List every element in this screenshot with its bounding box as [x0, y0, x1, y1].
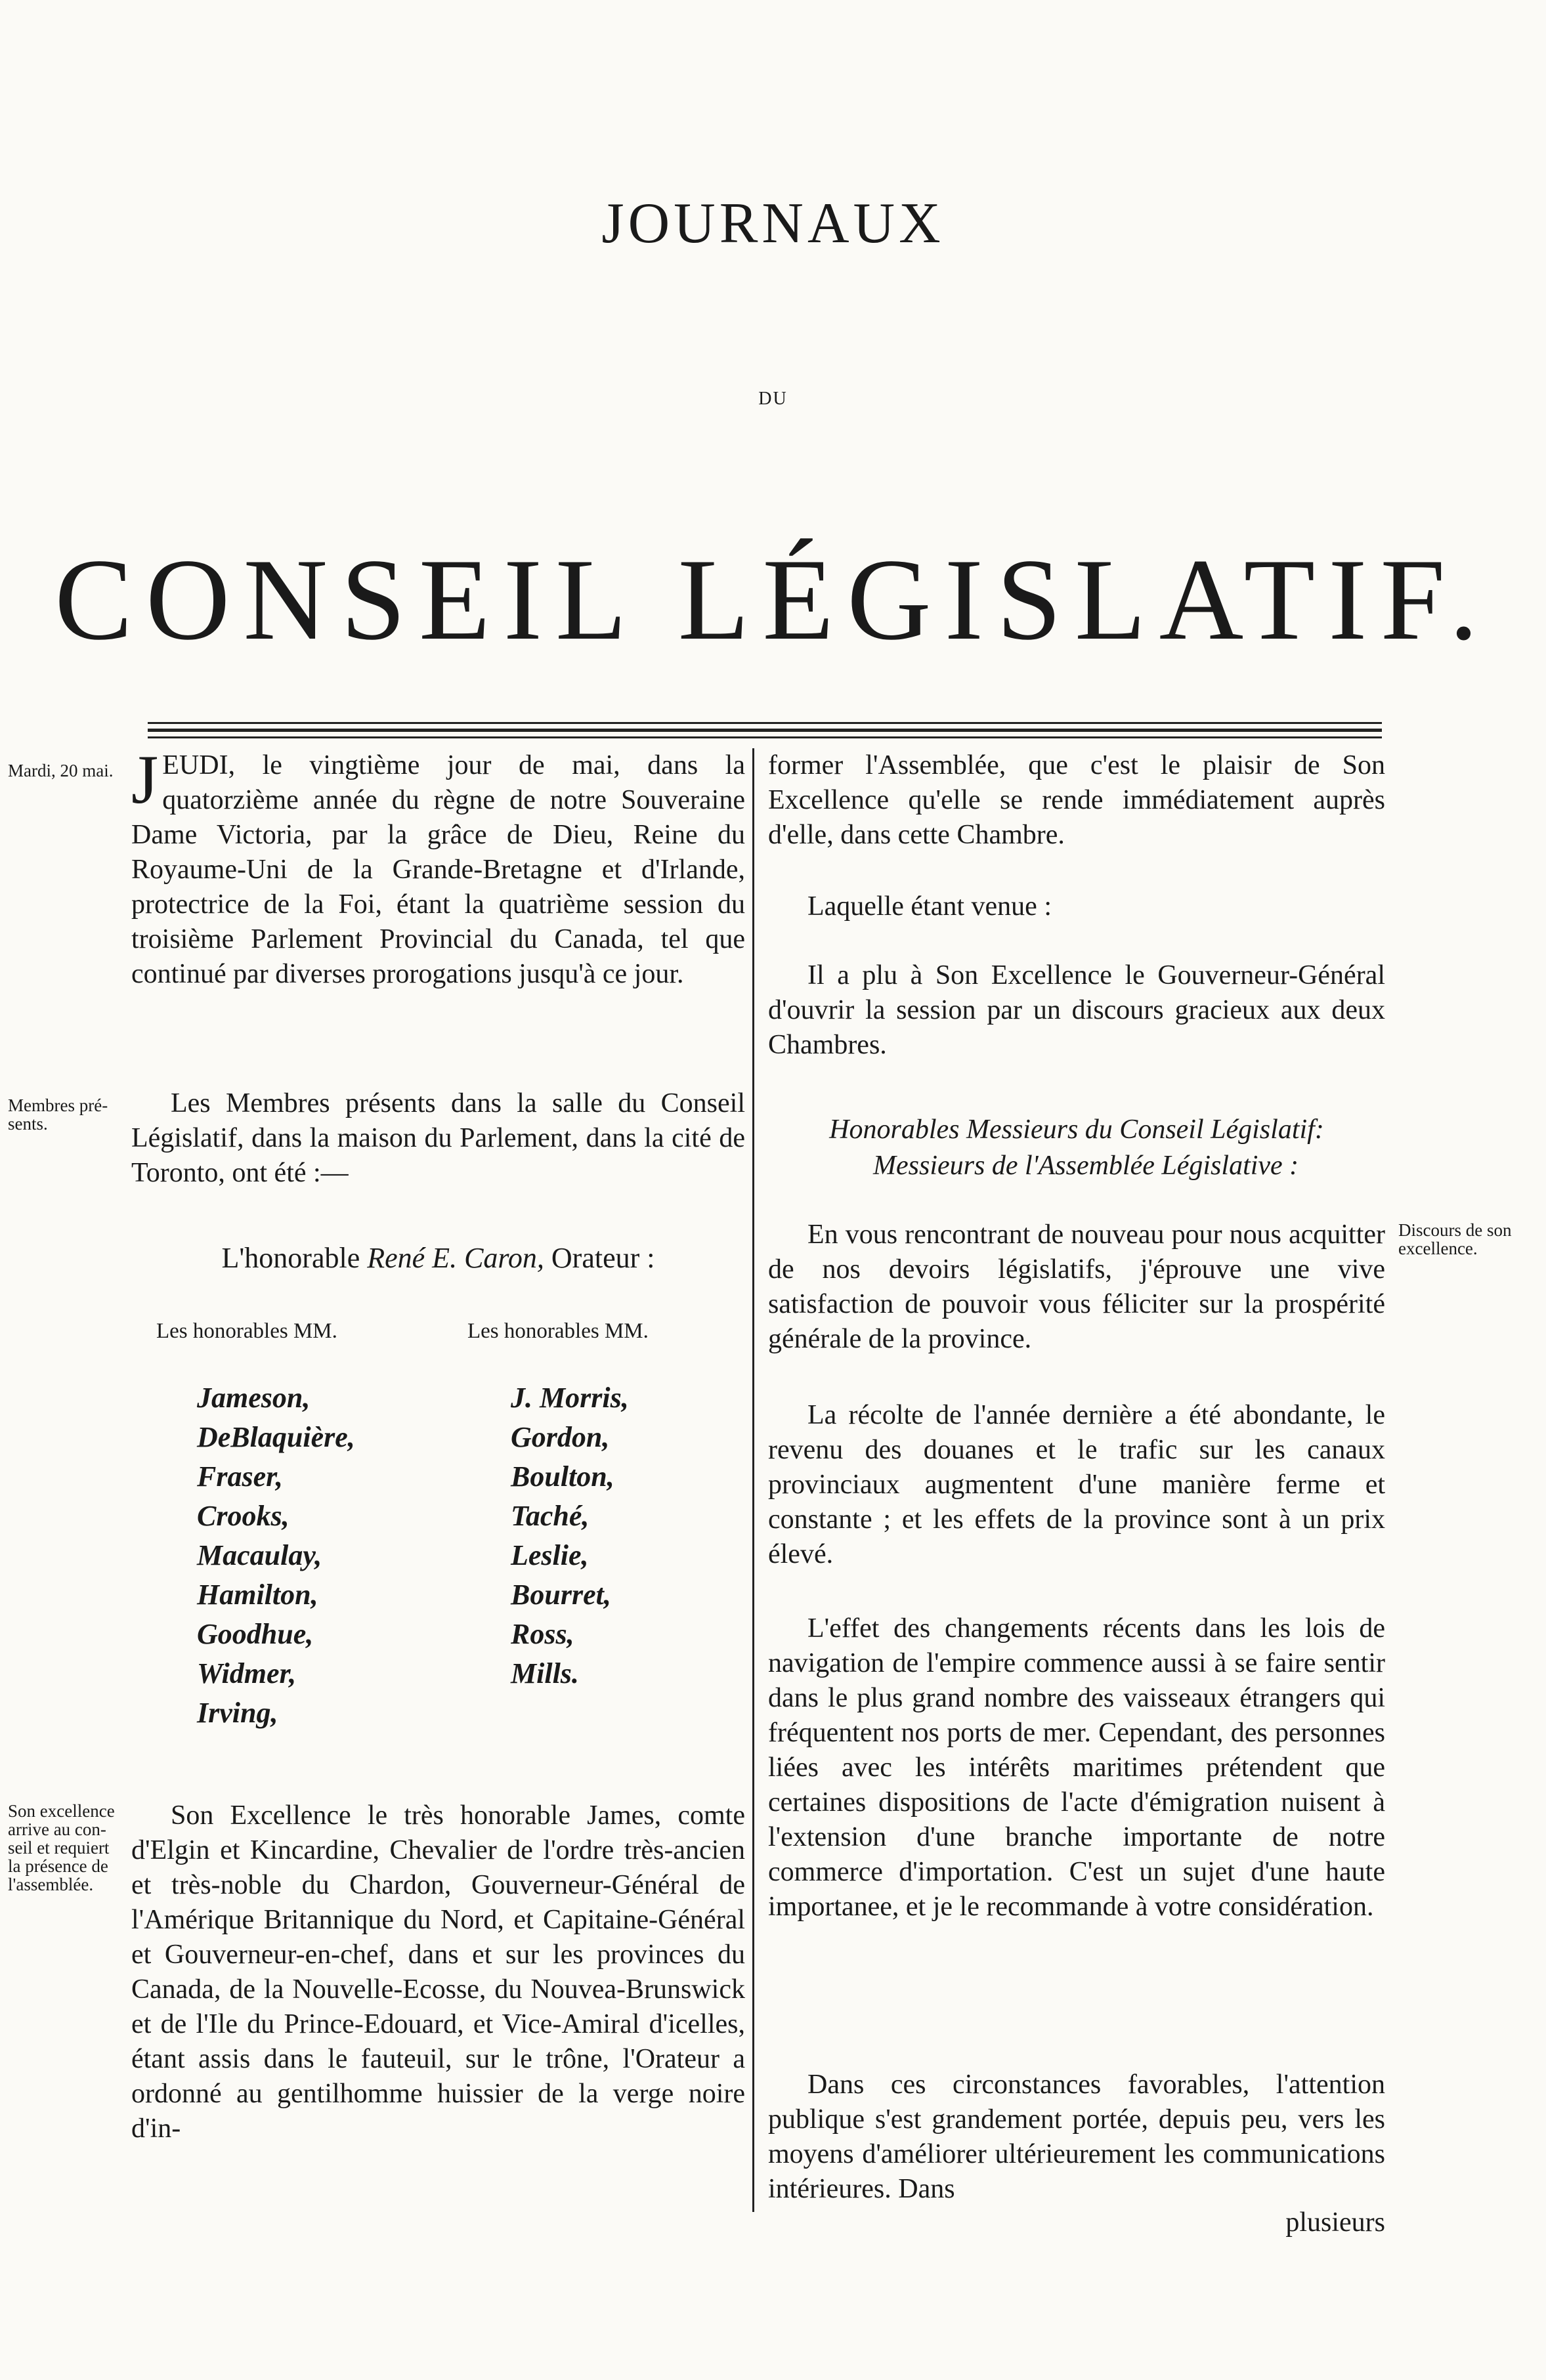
member-name: Macaulay,	[197, 1539, 322, 1571]
members-column-head-1: Les honorables MM.	[156, 1319, 337, 1343]
member-name: Leslie,	[511, 1539, 589, 1571]
address-council: Honorables Messieurs du Conseil Législatif:	[829, 1115, 1324, 1145]
top-rule	[148, 722, 1382, 724]
member-name: Hamilton,	[197, 1579, 318, 1611]
top-rule-lower	[148, 736, 1382, 738]
left-column	[131, 741, 745, 992]
title-connector: DU	[758, 389, 788, 409]
members-column-head-2: Les honorables MM.	[467, 1319, 649, 1343]
member-name: Widmer,	[197, 1657, 297, 1689]
member-name: Mills.	[511, 1657, 579, 1689]
opening-session-paragraph: Il a plu à Son Excellence le Gouverneur-Général d'ouvrir la session par un discours gracieux aux deux Chambres.	[768, 960, 1385, 1060]
drop-cap: J	[131, 741, 159, 818]
members-present-paragraph: Les Membres présents dans la salle du Conseil Législatif, dans la maison du Parlement, dans la cité de Toronto, ont été :—	[131, 1088, 745, 1188]
speech-paragraph-3: L'effet des changements récents dans les lois de navigation de l'empire commence aussi à se faire sentir dans le plus grand nombre des vaisseaux étrangers qui fréquentent nos ports de mer. Cependant, des personnes liées avec les intérêts maritimes prétendent que certaines dispositions de l'acte d'émigration nuisent à l'extension d'une branche importante de notre commerce d'importation. C'est un sujet d'une haute importanee, et je le recommande à votre considération.	[768, 1613, 1385, 1922]
summons-continuation: former l'Assemblée, que c'est le plaisir de Son Excellence qu'elle se rende immédiatement auprès d'elle, dans cette Chambre.	[768, 750, 1385, 850]
member-name: Boulton,	[511, 1460, 614, 1493]
margin-note-date: Mardi, 20 mai.	[8, 761, 114, 780]
arrival-line: Laquelle étant venue :	[807, 891, 1052, 922]
member-name: Jameson,	[197, 1382, 311, 1414]
members-list-2	[511, 1378, 629, 1693]
speech-paragraph-4: Dans ces circonstances favorables, l'attention publique s'est grandement portée, depuis peu, vers les moyens d'améliorer ultérieurement les communications intérieures. Dans	[768, 2070, 1385, 2204]
top-rule-thick	[148, 729, 1382, 732]
margin-note-excellence: Son excellence arrive au con-seil et requiert la présence de l'assemblée.	[8, 1801, 115, 1894]
council-title: CONSEIL LÉGISLATIF.	[54, 534, 1492, 664]
excellence-paragraph: Son Excellence le très honorable James, comte d'Elgin et Kincardine, Chevalier de l'ordre très-ancien et très-noble du Chardon, Gouverneur-Général de l'Amérique Britannique du Nord, et Capitaine-Général et Gouverneur-en-chef, dans et sur les provinces du Canada, de la Nouvelle-Ecosse, du Nouvea-Brunswick et de l'Ile du Prince-Edouard, et Vice-Amiral d'icelles, étant assis dans le fauteuil, sur le trône, l'Orateur a ordonné au gentilhomme huissier de la verge noire d'in-	[131, 1800, 745, 2144]
address-assembly: Messieurs de l'Assemblée Législative :	[873, 1151, 1299, 1181]
margin-note-discours: Discours de son excellence.	[1398, 1220, 1512, 1258]
speech-paragraph-2: La récolte de l'année dernière a été abondante, le revenu des douanes et le trafic sur les canaux provinciaux augmentent d'une manière ferme et constante ; et les effets de la province sont à un prix élevé.	[768, 1400, 1385, 1569]
member-name: Goodhue,	[197, 1618, 314, 1650]
member-name: DeBlaquière,	[197, 1421, 355, 1453]
margin-note-members: Membres pré-sents.	[8, 1095, 108, 1134]
journal-title: JOURNAUX	[601, 192, 945, 255]
members-list-1	[197, 1378, 355, 1733]
speaker-line: L'honorable René E. Caron, Orateur :	[221, 1242, 655, 1274]
catchword: plusieurs	[1285, 2207, 1385, 2238]
column-divider	[752, 748, 754, 2212]
speech-paragraph-1: En vous rencontrant de nouveau pour nous acquitter de nos devoirs législatifs, j'éprouve une vive satisfaction de pouvoir vous féliciter sur la prospérité générale de la province.	[768, 1220, 1385, 1354]
member-name: Taché,	[511, 1500, 590, 1532]
opening-paragraph: JEUDI, le vingtième jour de mai, dans la quatorzième année du règne de notre Souveraine Dame Victoria, par la grâce de Dieu, Reine du Royaume-Uni de la Grande-Bretagne et d'Irlande, protectrice de la Foi, étant la quatrième session du troisième Parlement Provincial du Canada, tel que continué par diverses prorogations jusqu'à ce jour.	[131, 741, 745, 989]
member-name: Bourret,	[511, 1579, 611, 1611]
member-name: Irving,	[197, 1697, 278, 1729]
member-name: Ross,	[511, 1618, 574, 1650]
member-name: Crooks,	[197, 1500, 290, 1532]
speaker-name: René E. Caron,	[367, 1242, 544, 1274]
member-name: Fraser,	[197, 1460, 283, 1493]
member-name: J. Morris,	[511, 1382, 629, 1414]
member-name: Gordon,	[511, 1421, 610, 1453]
